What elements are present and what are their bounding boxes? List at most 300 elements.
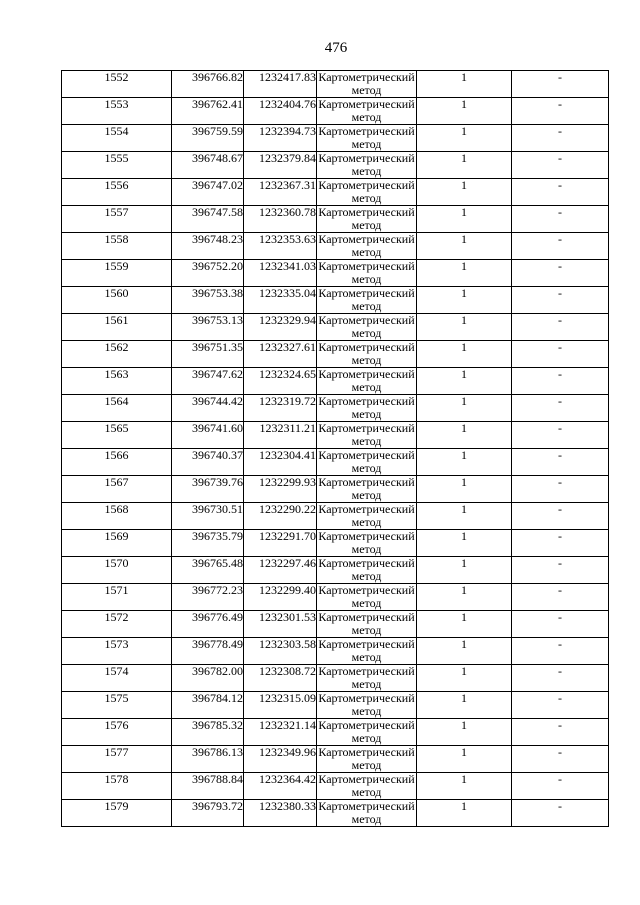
accuracy-cell-text: 1 (461, 205, 467, 219)
point-number-cell (62, 557, 172, 584)
x-coordinate-cell (172, 98, 244, 125)
note-cell (512, 179, 609, 206)
y-coordinate-cell (244, 71, 317, 98)
table-row (62, 530, 609, 557)
table-row (62, 503, 609, 530)
point-number-cell-text: 1578 (104, 772, 129, 786)
accuracy-cell-text: 1 (461, 367, 467, 381)
accuracy-cell-text: 1 (461, 691, 467, 705)
point-number-cell-text: 1566 (104, 448, 129, 462)
note-cell-text: - (558, 151, 562, 165)
note-cell-text: - (558, 556, 562, 570)
method-cell-text: Картометрический метод (318, 529, 415, 556)
x-coordinate-cell (172, 422, 244, 449)
y-coordinate-cell-text: 1232329.94 (259, 313, 316, 327)
note-cell-text: - (558, 178, 562, 192)
table-row (62, 287, 609, 314)
method-cell-text: Картометрический метод (318, 610, 415, 637)
y-coordinate-cell (244, 611, 317, 638)
x-coordinate-cell-text: 396751.35 (192, 340, 243, 354)
x-coordinate-cell (172, 584, 244, 611)
x-coordinate-cell-text: 396747.02 (192, 178, 243, 192)
note-cell-text: - (558, 286, 562, 300)
y-coordinate-cell (244, 206, 317, 233)
point-number-cell-text: 1568 (104, 502, 129, 516)
point-number-cell-text: 1558 (104, 232, 129, 246)
method-cell-text: Картометрический метод (318, 772, 415, 799)
point-number-cell (62, 503, 172, 530)
table-row (62, 449, 609, 476)
point-number-cell-text: 1575 (104, 691, 129, 705)
method-cell (317, 719, 417, 746)
table-row (62, 206, 609, 233)
note-cell (512, 71, 609, 98)
x-coordinate-cell (172, 557, 244, 584)
accuracy-cell-text: 1 (461, 421, 467, 435)
note-cell (512, 557, 609, 584)
x-coordinate-cell-text: 396778.49 (192, 637, 243, 651)
y-coordinate-cell-text: 1232301.53 (259, 610, 316, 624)
table-row (62, 152, 609, 179)
note-cell-text: - (558, 799, 562, 813)
method-cell (317, 773, 417, 800)
note-cell-text: - (558, 232, 562, 246)
accuracy-cell-text: 1 (461, 556, 467, 570)
method-cell (317, 449, 417, 476)
table-row (62, 395, 609, 422)
table-row (62, 665, 609, 692)
note-cell-text: - (558, 745, 562, 759)
note-cell (512, 260, 609, 287)
method-cell (317, 260, 417, 287)
table-row (62, 98, 609, 125)
method-cell (317, 584, 417, 611)
note-cell-text: - (558, 691, 562, 705)
accuracy-cell (417, 152, 512, 179)
point-number-cell (62, 98, 172, 125)
x-coordinate-cell (172, 530, 244, 557)
point-number-cell-text: 1577 (104, 745, 129, 759)
x-coordinate-cell-text: 396759.59 (192, 124, 243, 138)
note-cell (512, 449, 609, 476)
table-row (62, 746, 609, 773)
x-coordinate-cell (172, 611, 244, 638)
accuracy-cell (417, 206, 512, 233)
point-number-cell (62, 206, 172, 233)
y-coordinate-cell-text: 1232321.14 (259, 718, 316, 732)
note-cell-text: - (558, 421, 562, 435)
page-number: 476 (324, 40, 348, 56)
x-coordinate-cell-text: 396788.84 (192, 772, 243, 786)
y-coordinate-cell (244, 152, 317, 179)
table-row (62, 71, 609, 98)
note-cell-text: - (558, 70, 562, 84)
accuracy-cell (417, 557, 512, 584)
x-coordinate-cell-text: 396748.67 (192, 151, 243, 165)
x-coordinate-cell-text: 396747.58 (192, 205, 243, 219)
x-coordinate-cell-text: 396739.76 (192, 475, 243, 489)
accuracy-cell-text: 1 (461, 745, 467, 759)
method-cell-text: Картометрический метод (318, 556, 415, 583)
y-coordinate-cell (244, 98, 317, 125)
note-cell-text: - (558, 340, 562, 354)
method-cell (317, 98, 417, 125)
y-coordinate-cell-text: 1232341.03 (259, 259, 316, 273)
point-number-cell (62, 260, 172, 287)
note-cell-text: - (558, 394, 562, 408)
point-number-cell (62, 719, 172, 746)
method-cell (317, 638, 417, 665)
point-number-cell (62, 179, 172, 206)
point-number-cell-text: 1556 (104, 178, 129, 192)
table-row (62, 476, 609, 503)
note-cell-text: - (558, 772, 562, 786)
method-cell (317, 152, 417, 179)
point-number-cell-text: 1557 (104, 205, 129, 219)
y-coordinate-cell (244, 746, 317, 773)
note-cell (512, 395, 609, 422)
y-coordinate-cell (244, 179, 317, 206)
table-row (62, 800, 609, 827)
x-coordinate-cell-text: 396753.38 (192, 286, 243, 300)
x-coordinate-cell-text: 396747.62 (192, 367, 243, 381)
method-cell (317, 368, 417, 395)
note-cell (512, 773, 609, 800)
y-coordinate-cell-text: 1232353.63 (259, 232, 316, 246)
x-coordinate-cell-text: 396776.49 (192, 610, 243, 624)
x-coordinate-cell-text: 396782.00 (192, 664, 243, 678)
x-coordinate-cell (172, 719, 244, 746)
x-coordinate-cell (172, 746, 244, 773)
table-row (62, 368, 609, 395)
point-number-cell (62, 773, 172, 800)
note-cell (512, 152, 609, 179)
method-cell-text: Картометрический метод (318, 178, 415, 205)
note-cell (512, 584, 609, 611)
table-row (62, 638, 609, 665)
accuracy-cell (417, 719, 512, 746)
x-coordinate-cell (172, 692, 244, 719)
note-cell (512, 503, 609, 530)
y-coordinate-cell (244, 530, 317, 557)
y-coordinate-cell (244, 719, 317, 746)
y-coordinate-cell (244, 773, 317, 800)
note-cell-text: - (558, 610, 562, 624)
point-number-cell-text: 1576 (104, 718, 129, 732)
method-cell (317, 530, 417, 557)
y-coordinate-cell (244, 449, 317, 476)
table-row (62, 341, 609, 368)
y-coordinate-cell-text: 1232319.72 (259, 394, 316, 408)
accuracy-cell (417, 314, 512, 341)
point-number-cell (62, 449, 172, 476)
method-cell (317, 611, 417, 638)
x-coordinate-cell-text: 396762.41 (192, 97, 243, 111)
accuracy-cell-text: 1 (461, 610, 467, 624)
method-cell-text: Картометрический метод (318, 205, 415, 232)
method-cell-text: Картометрический метод (318, 421, 415, 448)
x-coordinate-cell (172, 260, 244, 287)
y-coordinate-cell (244, 800, 317, 827)
coordinates-table (61, 70, 609, 827)
point-number-cell-text: 1560 (104, 286, 129, 300)
y-coordinate-cell (244, 476, 317, 503)
y-coordinate-cell-text: 1232417.83 (259, 70, 316, 84)
accuracy-cell (417, 233, 512, 260)
note-cell-text: - (558, 664, 562, 678)
table-row (62, 692, 609, 719)
method-cell (317, 746, 417, 773)
point-number-cell (62, 692, 172, 719)
y-coordinate-cell-text: 1232297.46 (259, 556, 316, 570)
method-cell-text: Картометрический метод (318, 340, 415, 367)
accuracy-cell (417, 98, 512, 125)
accuracy-cell-text: 1 (461, 232, 467, 246)
accuracy-cell-text: 1 (461, 151, 467, 165)
note-cell (512, 206, 609, 233)
y-coordinate-cell-text: 1232291.70 (259, 529, 316, 543)
point-number-cell (62, 530, 172, 557)
x-coordinate-cell (172, 152, 244, 179)
accuracy-cell (417, 287, 512, 314)
y-coordinate-cell (244, 287, 317, 314)
note-cell-text: - (558, 313, 562, 327)
point-number-cell-text: 1572 (104, 610, 129, 624)
accuracy-cell (417, 665, 512, 692)
method-cell-text: Картометрический метод (318, 286, 415, 313)
note-cell-text: - (558, 97, 562, 111)
method-cell-text: Картометрический метод (318, 583, 415, 610)
y-coordinate-cell-text: 1232335.04 (259, 286, 316, 300)
accuracy-cell (417, 341, 512, 368)
point-number-cell-text: 1579 (104, 799, 129, 813)
accuracy-cell-text: 1 (461, 529, 467, 543)
y-coordinate-cell-text: 1232308.72 (259, 664, 316, 678)
accuracy-cell-text: 1 (461, 178, 467, 192)
accuracy-cell-text: 1 (461, 718, 467, 732)
note-cell (512, 476, 609, 503)
x-coordinate-cell (172, 395, 244, 422)
accuracy-cell (417, 584, 512, 611)
table-row (62, 773, 609, 800)
x-coordinate-cell-text: 396793.72 (192, 799, 243, 813)
coordinates-table-body (62, 71, 609, 827)
method-cell (317, 233, 417, 260)
point-number-cell-text: 1569 (104, 529, 129, 543)
accuracy-cell-text: 1 (461, 124, 467, 138)
x-coordinate-cell-text: 396740.37 (192, 448, 243, 462)
x-coordinate-cell-text: 396786.13 (192, 745, 243, 759)
x-coordinate-cell-text: 396785.32 (192, 718, 243, 732)
x-coordinate-cell-text: 396735.79 (192, 529, 243, 543)
method-cell (317, 314, 417, 341)
method-cell-text: Картометрический метод (318, 394, 415, 421)
x-coordinate-cell-text: 396752.20 (192, 259, 243, 273)
accuracy-cell (417, 422, 512, 449)
accuracy-cell-text: 1 (461, 340, 467, 354)
point-number-cell (62, 125, 172, 152)
accuracy-cell-text: 1 (461, 502, 467, 516)
x-coordinate-cell (172, 341, 244, 368)
accuracy-cell (417, 260, 512, 287)
point-number-cell-text: 1552 (104, 70, 129, 84)
point-number-cell-text: 1567 (104, 475, 129, 489)
method-cell-text: Картометрический метод (318, 448, 415, 475)
y-coordinate-cell (244, 233, 317, 260)
point-number-cell-text: 1570 (104, 556, 129, 570)
x-coordinate-cell (172, 206, 244, 233)
table-row (62, 125, 609, 152)
table-row (62, 260, 609, 287)
accuracy-cell-text: 1 (461, 259, 467, 273)
method-cell-text: Картометрический метод (318, 97, 415, 124)
method-cell (317, 800, 417, 827)
y-coordinate-cell (244, 692, 317, 719)
note-cell-text: - (558, 475, 562, 489)
x-coordinate-cell-text: 396772.23 (192, 583, 243, 597)
note-cell (512, 314, 609, 341)
method-cell (317, 71, 417, 98)
note-cell (512, 611, 609, 638)
x-coordinate-cell (172, 449, 244, 476)
method-cell (317, 692, 417, 719)
point-number-cell (62, 341, 172, 368)
accuracy-cell (417, 503, 512, 530)
y-coordinate-cell (244, 503, 317, 530)
method-cell-text: Картометрический метод (318, 502, 415, 529)
y-coordinate-cell-text: 1232367.31 (259, 178, 316, 192)
method-cell-text: Картометрический метод (318, 259, 415, 286)
x-coordinate-cell (172, 71, 244, 98)
x-coordinate-cell-text: 396744.42 (192, 394, 243, 408)
accuracy-cell-text: 1 (461, 583, 467, 597)
method-cell (317, 503, 417, 530)
y-coordinate-cell-text: 1232299.40 (259, 583, 316, 597)
note-cell (512, 692, 609, 719)
point-number-cell (62, 233, 172, 260)
y-coordinate-cell (244, 665, 317, 692)
method-cell (317, 395, 417, 422)
note-cell (512, 368, 609, 395)
accuracy-cell (417, 179, 512, 206)
accuracy-cell-text: 1 (461, 286, 467, 300)
y-coordinate-cell-text: 1232303.58 (259, 637, 316, 651)
x-coordinate-cell (172, 287, 244, 314)
x-coordinate-cell-text: 396753.13 (192, 313, 243, 327)
point-number-cell (62, 71, 172, 98)
method-cell (317, 557, 417, 584)
y-coordinate-cell-text: 1232380.33 (259, 799, 316, 813)
method-cell-text: Картометрический метод (318, 475, 415, 502)
note-cell (512, 341, 609, 368)
accuracy-cell (417, 773, 512, 800)
point-number-cell-text: 1555 (104, 151, 129, 165)
accuracy-cell-text: 1 (461, 799, 467, 813)
point-number-cell-text: 1565 (104, 421, 129, 435)
x-coordinate-cell (172, 665, 244, 692)
x-coordinate-cell (172, 314, 244, 341)
point-number-cell-text: 1574 (104, 664, 129, 678)
accuracy-cell (417, 692, 512, 719)
accuracy-cell (417, 611, 512, 638)
x-coordinate-cell-text: 396748.23 (192, 232, 243, 246)
y-coordinate-cell (244, 584, 317, 611)
method-cell-text: Картометрический метод (318, 232, 415, 259)
point-number-cell-text: 1564 (104, 394, 129, 408)
accuracy-cell (417, 800, 512, 827)
table-row (62, 314, 609, 341)
y-coordinate-cell-text: 1232349.96 (259, 745, 316, 759)
point-number-cell (62, 314, 172, 341)
point-number-cell (62, 287, 172, 314)
method-cell (317, 341, 417, 368)
table-row (62, 422, 609, 449)
point-number-cell-text: 1562 (104, 340, 129, 354)
method-cell (317, 422, 417, 449)
method-cell (317, 287, 417, 314)
note-cell (512, 530, 609, 557)
y-coordinate-cell-text: 1232364.42 (259, 772, 316, 786)
method-cell (317, 125, 417, 152)
point-number-cell (62, 638, 172, 665)
method-cell-text: Картометрический метод (318, 313, 415, 340)
y-coordinate-cell (244, 638, 317, 665)
note-cell-text: - (558, 448, 562, 462)
accuracy-cell-text: 1 (461, 97, 467, 111)
x-coordinate-cell (172, 125, 244, 152)
y-coordinate-cell (244, 422, 317, 449)
method-cell-text: Картометрический метод (318, 637, 415, 664)
y-coordinate-cell-text: 1232360.78 (259, 205, 316, 219)
x-coordinate-cell (172, 773, 244, 800)
note-cell-text: - (558, 259, 562, 273)
point-number-cell (62, 422, 172, 449)
y-coordinate-cell-text: 1232299.93 (259, 475, 316, 489)
method-cell-text: Картометрический метод (318, 745, 415, 772)
y-coordinate-cell-text: 1232324.65 (259, 367, 316, 381)
table-row (62, 611, 609, 638)
accuracy-cell (417, 530, 512, 557)
point-number-cell-text: 1563 (104, 367, 129, 381)
accuracy-cell-text: 1 (461, 394, 467, 408)
accuracy-cell (417, 638, 512, 665)
note-cell (512, 638, 609, 665)
table-row (62, 719, 609, 746)
accuracy-cell (417, 476, 512, 503)
method-cell-text: Картометрический метод (318, 151, 415, 178)
note-cell-text: - (558, 637, 562, 651)
y-coordinate-cell (244, 260, 317, 287)
method-cell-text: Картометрический метод (318, 70, 415, 97)
accuracy-cell (417, 71, 512, 98)
method-cell-text: Картометрический метод (318, 718, 415, 745)
note-cell (512, 746, 609, 773)
y-coordinate-cell-text: 1232311.21 (259, 421, 316, 435)
x-coordinate-cell (172, 638, 244, 665)
method-cell-text: Картометрический метод (318, 664, 415, 691)
accuracy-cell (417, 746, 512, 773)
method-cell (317, 665, 417, 692)
accuracy-cell-text: 1 (461, 637, 467, 651)
x-coordinate-cell (172, 368, 244, 395)
point-number-cell-text: 1554 (104, 124, 129, 138)
method-cell-text: Картометрический метод (318, 799, 415, 826)
y-coordinate-cell-text: 1232315.09 (259, 691, 316, 705)
x-coordinate-cell-text: 396765.48 (192, 556, 243, 570)
note-cell (512, 800, 609, 827)
point-number-cell (62, 800, 172, 827)
accuracy-cell-text: 1 (461, 448, 467, 462)
